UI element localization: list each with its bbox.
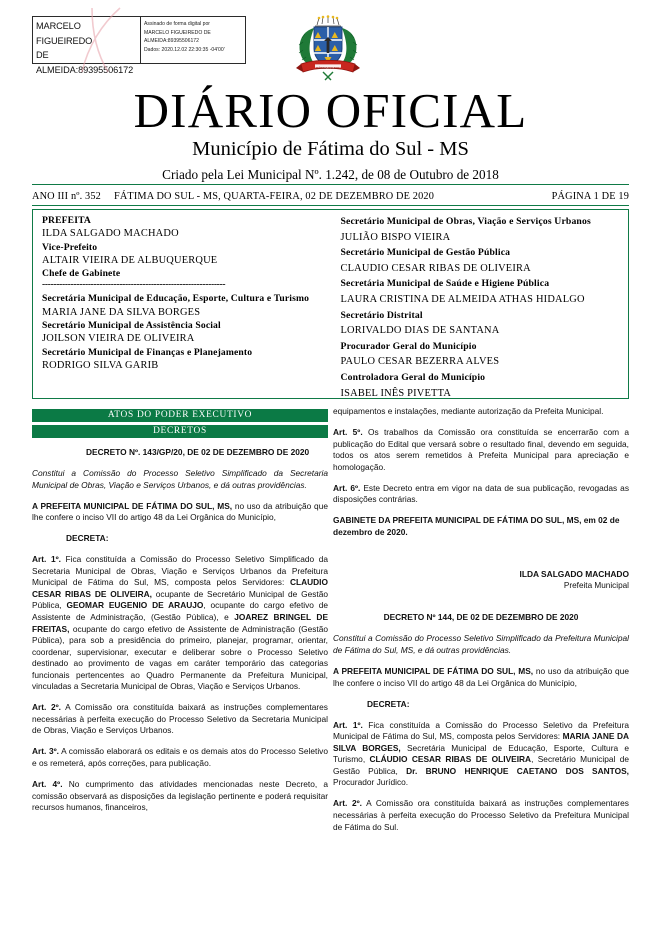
digital-signature-stamp bbox=[32, 16, 246, 75]
art2-text: A Comissão ora constituída baixará as instruções complementares necessárias à perfeita execução do Processo Seletivo da Prefeitura Municipal de Fátima do Sul. bbox=[333, 798, 629, 832]
art1-text-4: ocupante do cargo efetivo de Assistente de Administração (Gestão Pública), para sob a presidência do primeiro, planejar, programar, orientar, coordenar, supervisionar, executar e deliberar sobre o Processo Seletivo destinado ao provimento de vagas em caráter temporário das categorias funcionais pertencentes ao Quadro Permanente da Prefeitura Municipal, vinculadas a Secretaria Municipal de Obras, Viação e Serviços Urbanos. bbox=[32, 623, 328, 692]
svg-text:FÁTIMA DO SUL: FÁTIMA DO SUL bbox=[316, 66, 340, 70]
infobar-rule-bottom bbox=[32, 205, 629, 206]
gabinete-rest: , em 02 de dezembro de 2020. bbox=[333, 515, 620, 537]
art1-name-3: Dr. BRUNO HENRIQUE CAETANO DOS SANTOS, bbox=[406, 765, 629, 776]
art1-name-1: CLAUDIO CESAR RIBAS DE OLIVEIRA, bbox=[32, 577, 328, 599]
infobar bbox=[32, 188, 629, 205]
masthead-law-line: Criado pela Lei Municipal Nº. 1.242, de 08 de Outubro de 2018 bbox=[162, 167, 499, 182]
official-person: PAULO CESAR BEZERRA ALVES bbox=[340, 356, 500, 368]
decree-143-art3 bbox=[32, 746, 328, 769]
art4-text: No cumprimento das atividades mencionadas neste Decreto, a comissão observará as disposições da legislação pertinente e poderá requisitar recursos humanos, financeiros, bbox=[32, 779, 328, 813]
decree-143-signature-role: Prefeita Municipal bbox=[563, 581, 629, 591]
decree-143-preamble-bold: A PREFEITA MUNICIPAL DE FÁTIMA DO SUL, MS, bbox=[32, 500, 233, 511]
art-label: Art. 1º. bbox=[333, 719, 363, 730]
art-label: Art. 4º. bbox=[32, 779, 63, 790]
body-column-left bbox=[32, 447, 328, 927]
official-person: CLAUDIO CESAR RIBAS DE OLIVEIRA bbox=[340, 262, 531, 274]
decree-143-signature-name: ILDA SALGADO MACHADO bbox=[519, 568, 629, 579]
art6-text: Este Decreto entra em vigor na data de sua publicação, revogadas as disposições contrárias. bbox=[333, 482, 629, 505]
art1-name-2: GEOMAR EUGENIO DE ARAUJO bbox=[66, 600, 204, 611]
official-person: MARIA JANE DA SILVA BORGES bbox=[42, 306, 201, 318]
decree-144-preamble-bold: A PREFEITA MUNICIPAL DE FÁTIMA DO SUL, MS, bbox=[333, 666, 534, 677]
decree-143-gabinete bbox=[333, 515, 629, 538]
decree-143-art4 bbox=[32, 779, 328, 814]
official-role: Secretário Municipal de Assistência Social bbox=[42, 320, 221, 332]
decree-144-decreta: DECRETA: bbox=[367, 698, 410, 709]
officials-divider: ---------------------------------------------------------------- bbox=[42, 280, 226, 291]
art1-name-3: JOAREZ BRINGEL DE FREITAS, bbox=[32, 612, 329, 634]
decree-143-preamble bbox=[32, 501, 328, 524]
infobar-page-number: PÁGINA 1 DE 19 bbox=[551, 191, 629, 202]
official-role: Secretário Municipal de Gestão Pública bbox=[340, 247, 511, 259]
art1-name-1: MARIA JANE DA SILVA BORGES, bbox=[333, 731, 629, 753]
decree-143-summary: Constitui a Comissão do Processo Seletivo Simplificado da Secretaria Municipal de Obras, Viação e Serviços Urbanos, e dá outras providências. bbox=[32, 468, 328, 490]
decree-144-preamble bbox=[333, 666, 629, 689]
official-role: Procurador Geral do Município bbox=[340, 340, 477, 352]
gabinete-bold: GABINETE DA PREFEITA MUNICIPAL DE FÁTIMA DO SUL, MS bbox=[333, 515, 580, 526]
municipal-coat-of-arms-icon bbox=[293, 16, 363, 82]
art1-text-4: Procurador Jurídico. bbox=[333, 777, 409, 788]
art-label: Art. 2º. bbox=[333, 798, 362, 809]
art-label: Art. 2º. bbox=[32, 702, 61, 713]
art-label: Art. 5º. bbox=[333, 427, 363, 438]
official-person: ALTAIR VIEIRA DE ALBUQUERQUE bbox=[42, 254, 218, 266]
official-person: LAURA CRISTINA DE ALMEIDA ATHAS HIDALGO bbox=[340, 293, 585, 305]
signature-subject bbox=[33, 17, 141, 75]
official-role: Secretário Municipal de Obras, Viação e Serviços Urbanos bbox=[340, 216, 591, 227]
decree-143-decreta: DECRETA: bbox=[66, 533, 109, 544]
art1-text-2: Secretária Municipal de Educação, Esporte, Cultura e Turismo, bbox=[333, 742, 629, 765]
signature-detail-line-2: MARCELO FIGUEIREDO DE bbox=[144, 29, 211, 36]
art1-text-3: , ocupante do cargo efetivo de Assistente de Administração, (Gestão Pública), e bbox=[32, 600, 328, 623]
infobar-ano: ANO III nº. 352 bbox=[32, 191, 101, 202]
officials-column-right bbox=[331, 214, 629, 398]
decree-144-art2 bbox=[333, 798, 629, 833]
official-role: Secretário Distrital bbox=[340, 309, 423, 321]
official-person: RODRIGO SILVA GARIB bbox=[42, 359, 159, 371]
art-label: Art. 1º. bbox=[32, 554, 61, 565]
decree-144-art1 bbox=[333, 720, 629, 789]
official-role: PREFEITA bbox=[42, 215, 91, 226]
signature-subject-line-3: ALMEIDA:89395506172 bbox=[36, 64, 134, 75]
art1-text-1: Fica constituída a Comissão do Processo Seletivo Simplificado da Secretaria Municipal de Obras, Viação e Serviços Urbanos da Prefeitura Municipal de Fátima do Sul, MS, composta pelos Servidores: bbox=[32, 554, 328, 588]
official-person: JULIÃO BISPO VIEIRA bbox=[340, 231, 451, 243]
masthead bbox=[0, 83, 661, 184]
decree-144-heading: DECRETO Nº 144, DE 02 DE DEZEMBRO DE 2020 bbox=[383, 612, 579, 623]
banner-atos-poder-executivo: ATOS DO PODER EXECUTIVO bbox=[32, 409, 328, 422]
official-role: Secretária Municipal de Saúde e Higiene Pública bbox=[340, 278, 550, 290]
banner-decretos: DECRETOS bbox=[32, 425, 328, 438]
decree-143-art6 bbox=[333, 483, 629, 506]
signature-detail-line-1: Assinado de forma digital por bbox=[144, 21, 210, 27]
decree-143-art2 bbox=[32, 702, 328, 737]
official-person: ILDA SALGADO MACHADO bbox=[42, 228, 179, 240]
art1-text-2: ocupante de Secretário Municipal de Gestão Pública, bbox=[32, 588, 328, 611]
art1-text-1: Fica constituída a Comissão do Processo Seletivo da Prefeitura Municipal de Fátima do Sul, MS, composta pelos Servidores: bbox=[333, 719, 629, 742]
decree-gap-spacer bbox=[333, 601, 629, 612]
decree-143-art1 bbox=[32, 554, 328, 693]
decree-143-preamble-rest: no uso da atribuição que lhe confere o inciso VII do artigo 48 da Lei Orgânica do Município, bbox=[32, 500, 328, 523]
masthead-subtitle: Município de Fátima do Sul - MS bbox=[192, 138, 469, 160]
art3-text: A comissão elaborará os editais e os demais atos do Processo Seletivo e os remeterá, após correções, para publicação. bbox=[32, 746, 328, 769]
signature-subject-line-2: DE bbox=[36, 50, 49, 60]
art1-text-3: , Secretário Municipal de Gestão Pública, bbox=[333, 754, 629, 776]
signature-detail-line-3: ALMEIDA:89395506172 bbox=[144, 38, 199, 45]
art-label: Art. 3º. bbox=[32, 746, 59, 757]
decree-143-heading: DECRETO Nº. 143/GP/20, DE 02 DE DEZEMBRO DE 2020 bbox=[86, 447, 310, 457]
signature-subject-line-1: MARCELO FIGUEIREDO bbox=[36, 21, 93, 46]
art5-text: Os trabalhos da Comissão ora constituída se encerrarão com a publicação do Edital que versará sobre o resultado final, devendo em seguida, todos os atos serem remetidos à Prefeita Municipal para apreciação e homologação. bbox=[333, 427, 629, 472]
officials-column-left bbox=[33, 214, 331, 398]
official-role: Chefe de Gabinete bbox=[42, 268, 121, 280]
official-role: Vice-Prefeito bbox=[42, 241, 98, 253]
art1-name-2: CLÁUDIO CESAR RIBAS DE OLIVEIRA bbox=[369, 754, 532, 765]
official-role: Controladora Geral do Município bbox=[340, 371, 486, 383]
infobar-place-date: FÁTIMA DO SUL - MS, QUARTA-FEIRA, 02 DE DEZEMBRO DE 2020 bbox=[113, 191, 434, 202]
decree-144-summary: Constitui a Comissão do Processo Seletivo Simplificado da Prefeitura Municipal de Fátima do Sul, MS, e dá outras providências. bbox=[333, 633, 629, 656]
official-person: JOILSON VIEIRA DE OLIVEIRA bbox=[42, 333, 195, 345]
official-person: ISABEL INÊS PIVETTA bbox=[340, 387, 452, 399]
art2-text: A Comissão ora constituída baixará as instruções complementares necessárias à perfeita execução do Processo Seletivo da Secretaria Municipal de Obras, Viação e Serviços Urbanos. bbox=[32, 702, 328, 736]
official-role: Secretária Municipal de Educação, Esporte, Cultura e Turismo bbox=[42, 293, 310, 305]
page-title: DIÁRIO OFICIAL bbox=[133, 83, 528, 138]
art-label: Art. 6º. bbox=[333, 482, 361, 493]
decree-143-art4-continuation: equipamentos e instalações, mediante autorização da Prefeita Municipal. bbox=[333, 406, 604, 416]
signature-detail-line-4: Dados: 2020.12.02 22:30:35 -04'00' bbox=[144, 46, 225, 53]
body-column-right bbox=[333, 406, 629, 926]
official-role: Secretário Municipal de Finanças e Planejamento bbox=[42, 346, 253, 358]
decree-144-preamble-rest: no uso da atribuição que lhe confere o inciso VII do artigo 48 da Lei Orgânica do Município, bbox=[333, 666, 629, 688]
signature-details bbox=[141, 17, 245, 63]
official-person: LORIVALDO DIAS DE SANTANA bbox=[340, 325, 500, 337]
signature-spacer bbox=[333, 548, 629, 569]
officials-frame bbox=[32, 209, 629, 399]
decree-143-art5 bbox=[333, 427, 629, 473]
infobar-rule-top bbox=[32, 184, 629, 185]
